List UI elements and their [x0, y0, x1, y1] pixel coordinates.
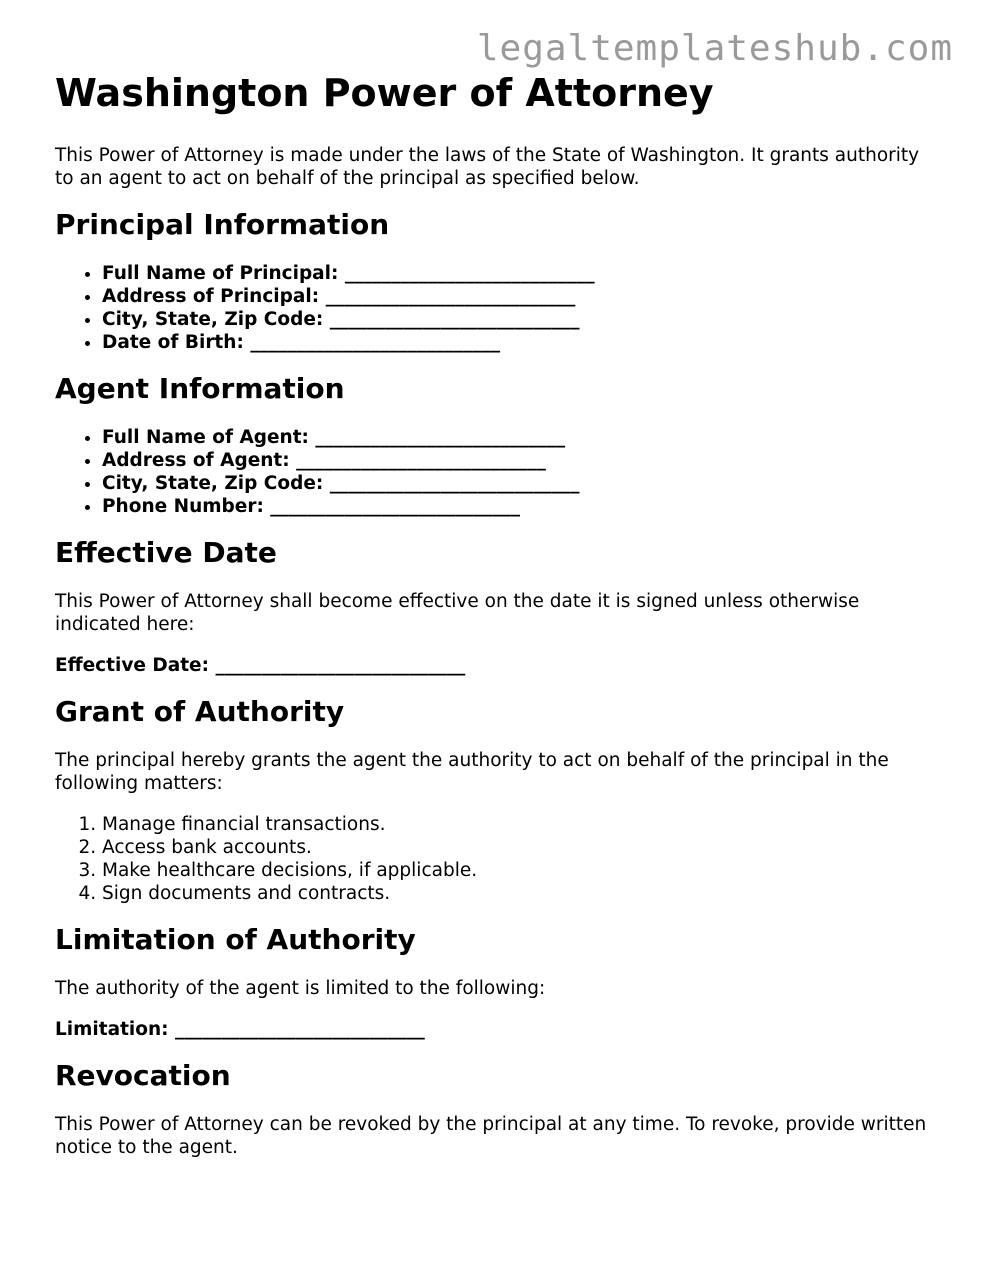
list-item	[102, 495, 935, 518]
effective-date-paragraph: This Power of Attorney shall become effective on the date it is signed unless otherwise indicated here:	[55, 591, 860, 635]
fill-blank[interactable]: ___________________________	[344, 263, 595, 284]
fill-blank[interactable]: ___________________________	[270, 496, 521, 517]
fill-blank[interactable]: ___________________________	[325, 286, 576, 307]
list-item: 3. Make healthcare decisions, if applicable.	[102, 859, 935, 882]
fill-blank[interactable]: ___________________________	[329, 473, 580, 494]
fill-blank[interactable]: ___________________________	[329, 309, 580, 330]
revocation-heading: Revocation	[55, 1059, 231, 1092]
list-item	[102, 449, 935, 472]
list-item	[102, 472, 935, 495]
field-label: Address of Agent:	[102, 450, 290, 471]
revocation-paragraph: This Power of Attorney can be revoked by the principal at any time. To revoke, provide written notice to the agent.	[55, 1114, 927, 1158]
list-item: 1. Manage financial transactions.	[102, 813, 935, 836]
fill-blank[interactable]: ___________________________	[175, 1019, 425, 1040]
effective-date-heading: Effective Date	[55, 536, 277, 569]
fill-blank[interactable]: ___________________________	[315, 427, 566, 448]
list-item	[102, 285, 935, 308]
field-label: Phone Number:	[102, 496, 264, 517]
field-label: Date of Birth:	[102, 332, 244, 353]
list-item: 2. Access bank accounts.	[102, 836, 935, 859]
field-label: Limitation:	[55, 1019, 169, 1040]
grant-heading: Grant of Authority	[55, 695, 345, 728]
limitation-paragraph: The authority of the agent is limited to the following:	[55, 978, 546, 999]
list-item	[102, 331, 935, 354]
limitation-heading: Limitation of Authority	[55, 923, 416, 956]
document-content	[55, 70, 935, 1177]
agent-heading: Agent Information	[55, 372, 345, 405]
effective-date-field	[55, 654, 935, 677]
fill-blank[interactable]: ___________________________	[296, 450, 546, 471]
field-label: Effective Date:	[55, 655, 209, 676]
watermark: legaltemplateshub.com	[476, 28, 953, 69]
field-label: Address of Principal:	[102, 286, 320, 307]
list-item: 4. Sign documents and contracts.	[102, 882, 935, 905]
principal-fields-list	[55, 262, 935, 354]
grant-items-list	[55, 813, 935, 905]
document-title: Washington Power of Attorney	[55, 71, 714, 115]
principal-heading: Principal Information	[55, 208, 390, 241]
fill-blank[interactable]: ___________________________	[215, 655, 466, 676]
field-label: City, State, Zip Code:	[102, 309, 324, 330]
list-item	[102, 426, 935, 449]
list-item	[102, 262, 935, 285]
limitation-field	[55, 1018, 935, 1041]
field-label: City, State, Zip Code:	[102, 473, 324, 494]
field-label: Full Name of Agent:	[102, 427, 309, 448]
fill-blank[interactable]: ___________________________	[250, 332, 501, 353]
grant-paragraph: The principal hereby grants the agent the authority to act on behalf of the principal in the following matters:	[55, 750, 889, 794]
field-label: Full Name of Principal:	[102, 263, 339, 284]
intro-paragraph: This Power of Attorney is made under the laws of the State of Washington. It grants authority to an agent to act on behalf of the principal as specified below.	[55, 145, 920, 189]
agent-fields-list	[55, 426, 935, 518]
list-item	[102, 308, 935, 331]
